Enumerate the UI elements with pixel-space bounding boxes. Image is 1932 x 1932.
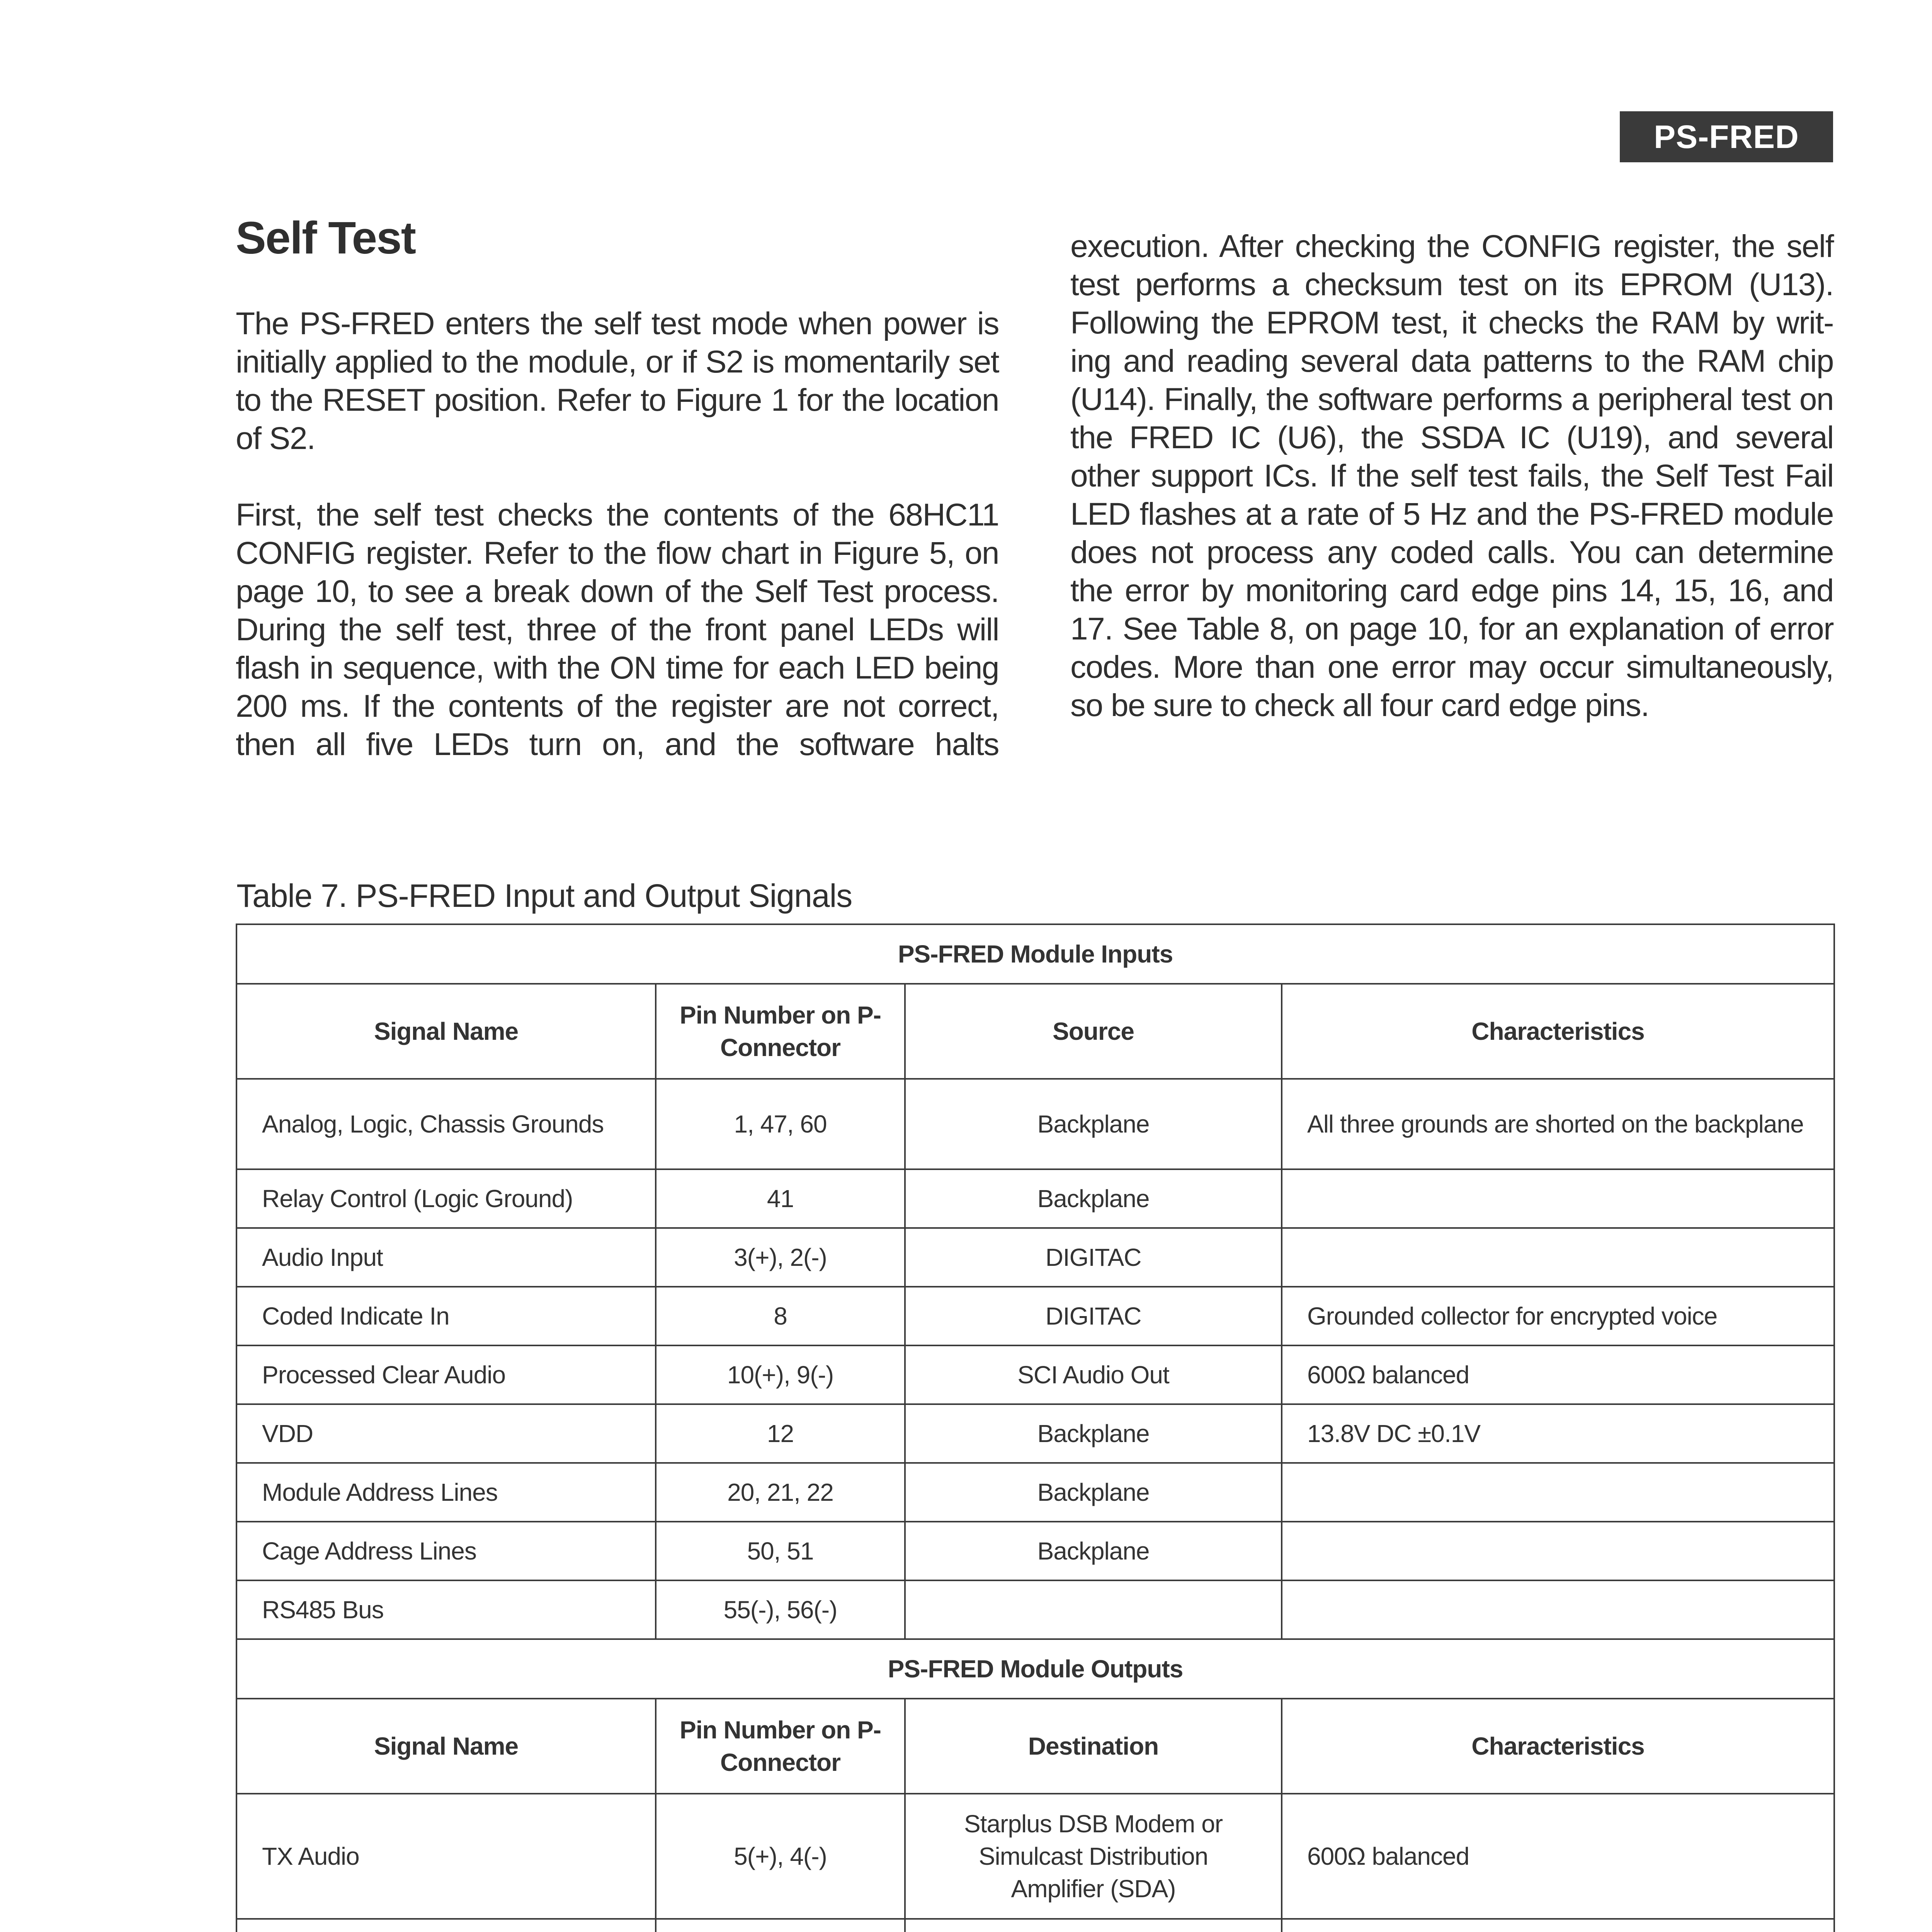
table-row	[236, 1345, 1834, 1404]
table-caption: Table 7. PS-FRED Input and Output Signals	[236, 878, 852, 914]
pin-number-cell	[656, 1919, 905, 1932]
table-row	[236, 1287, 1834, 1345]
pin-number-cell: 20, 21, 22	[656, 1463, 905, 1522]
pin-number-cell: 50, 51	[656, 1522, 905, 1580]
table-row	[236, 1794, 1834, 1919]
characteristics-cell: All three grounds are shorted on the backplane	[1282, 1079, 1834, 1169]
column-header: Signal Name	[236, 984, 656, 1079]
inputs-section-row	[236, 924, 1834, 984]
column-header: Source	[905, 984, 1282, 1079]
pin-number-cell: 1, 47, 60	[656, 1079, 905, 1169]
source-cell: Backplane	[905, 1463, 1282, 1522]
destination-cell	[905, 1919, 1282, 1932]
characteristics-cell: 600Ω balanced	[1282, 1794, 1834, 1919]
column-header: Characteristics	[1282, 1699, 1834, 1794]
destination-cell: Starplus DSB Modem or Simulcast Distribution Amplifier (SDA)	[905, 1794, 1282, 1919]
pin-number-cell: 3(+), 2(-)	[656, 1228, 905, 1287]
source-cell	[905, 1580, 1282, 1639]
source-cell: DIGITAC	[905, 1228, 1282, 1287]
table-row	[236, 1228, 1834, 1287]
pin-number-cell: 41	[656, 1169, 905, 1228]
table-row	[236, 1919, 1834, 1932]
pin-number-cell: 55(-), 56(-)	[656, 1580, 905, 1639]
signal-name-cell: Analog, Logic, Chassis Grounds	[236, 1079, 656, 1169]
source-cell: SCI Audio Out	[905, 1345, 1282, 1404]
characteristics-cell	[1282, 1463, 1834, 1522]
pin-number-cell: 5(+), 4(-)	[656, 1794, 905, 1919]
pin-number-cell: 10(+), 9(-)	[656, 1345, 905, 1404]
inputs-column-headers	[236, 984, 1834, 1079]
outputs-section-title: PS-FRED Module Outputs	[236, 1639, 1834, 1699]
characteristics-cell	[1282, 1580, 1834, 1639]
paragraph-intro: The PS-FRED enters the self test mode when power is initially applied to the module, or if S2 is momentarily set to the RESET position. Refer to Figure 1 for the location of S2.	[236, 306, 999, 456]
source-cell: Backplane	[905, 1169, 1282, 1228]
characteristics-cell	[1282, 1169, 1834, 1228]
characteristics-cell	[1282, 1522, 1834, 1580]
inputs-section-title: PS-FRED Module Inputs	[236, 924, 1834, 984]
source-cell: Backplane	[905, 1404, 1282, 1463]
right-column	[1070, 227, 1833, 763]
table-row	[236, 1463, 1834, 1522]
source-cell: Backplane	[905, 1522, 1282, 1580]
signal-name-cell: RS485 Bus	[236, 1580, 656, 1639]
table-row	[236, 1580, 1834, 1639]
column-header: Pin Number on P-Connector	[656, 1699, 905, 1794]
signal-name-cell: Relay Control (Logic Ground)	[236, 1169, 656, 1228]
paragraph-self-test-left: First, the self test checks the contents of the 68HC11 CONFIG register. Refer to the flow chart in Figure 5, on page 10, to see a break down of the Self Test process. During the self test, three of the front panel LEDs will flash in sequence, with the ON time for each LED being 200 ms. If the contents of the register are not correct, then all five LEDs turn on, and the software halts	[236, 497, 999, 762]
characteristics-cell: 13.8V DC ±0.1V	[1282, 1404, 1834, 1463]
signal-name-cell: Coded Indicate In	[236, 1287, 656, 1345]
left-column	[236, 304, 999, 802]
signal-name-cell: VDD	[236, 1404, 656, 1463]
table-row	[236, 1169, 1834, 1228]
paragraph-self-test-right: execution. After checking the CONFIG register, the self test performs a checksum test on its EPROM (U13). Following the EPROM test, it checks the RAM by writ-ing and reading several data patterns to the RAM chip (U14). Finally, the software performs a peripheral test on the FRED IC (U6), the SSDA IC (U19), and several other support ICs. If the self test fails, the Self Test Fail LED flashes at a rate of 5 Hz and the PS-FRED module does not process any coded calls. You can determine the error by monitoring card edge pins 14, 15, 16, and 17. See Table 8, on page 10, for an explanation of error codes. More than one error may occur simultaneously, so be sure to check all four card edge pins.	[1070, 229, 1833, 723]
signal-name-cell: Module Address Lines	[236, 1463, 656, 1522]
column-header: Characteristics	[1282, 984, 1834, 1079]
column-header: Signal Name	[236, 1699, 656, 1794]
table-row	[236, 1404, 1834, 1463]
outputs-section-row	[236, 1639, 1834, 1699]
characteristics-cell	[1282, 1228, 1834, 1287]
signal-name-cell	[236, 1919, 656, 1932]
section-badge: PS-FRED	[1620, 111, 1833, 162]
pin-number-cell: 12	[656, 1404, 905, 1463]
outputs-column-headers	[236, 1699, 1834, 1794]
signal-name-cell: TX Audio	[236, 1794, 656, 1919]
source-cell: DIGITAC	[905, 1287, 1282, 1345]
table-row	[236, 1522, 1834, 1580]
section-title: Self Test	[236, 213, 416, 264]
column-header: Destination	[905, 1699, 1282, 1794]
source-cell: Backplane	[905, 1079, 1282, 1169]
table-row	[236, 1079, 1834, 1169]
signal-name-cell: Audio Input	[236, 1228, 656, 1287]
column-header: Pin Number on P-Connector	[656, 984, 905, 1079]
characteristics-cell	[1282, 1919, 1834, 1932]
signal-name-cell: Cage Address Lines	[236, 1522, 656, 1580]
signal-name-cell: Processed Clear Audio	[236, 1345, 656, 1404]
characteristics-cell: Grounded collector for encrypted voice	[1282, 1287, 1834, 1345]
characteristics-cell: 600Ω balanced	[1282, 1345, 1834, 1404]
signals-table	[236, 923, 1835, 1932]
pin-number-cell: 8	[656, 1287, 905, 1345]
